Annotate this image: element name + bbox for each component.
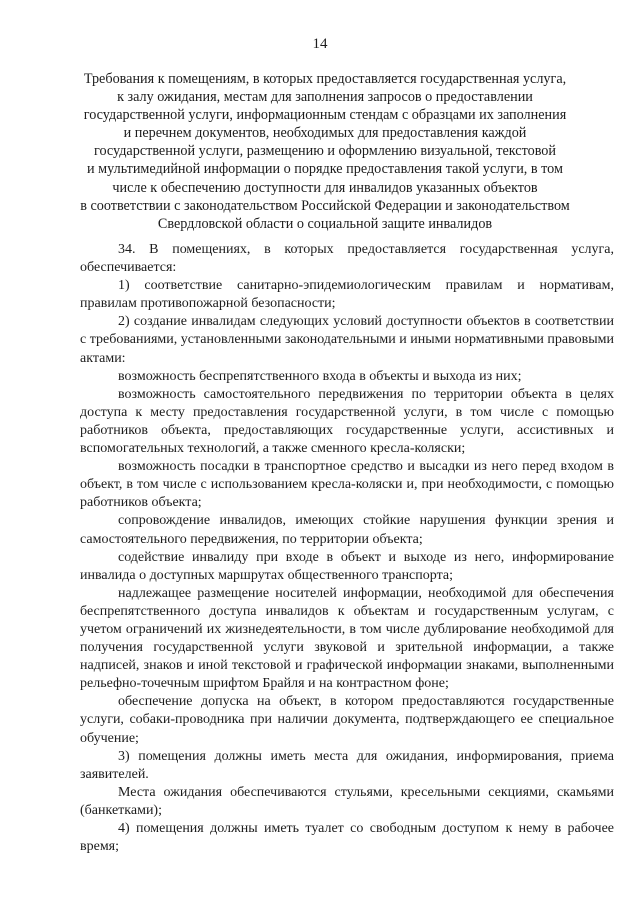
paragraph-entry-escort: сопровождение инвалидов, имеющих стойкие нарушения функции зрения и самостоятельного передвижения, по территории объекта; [80, 513, 614, 547]
heading-line: государственной услуги, информационным стендам с образцами их заполнения [83, 107, 567, 124]
heading-line: к залу ожидания, местам для заполнения запросов о предоставлении [117, 89, 533, 106]
paragraph-entry-access: возможность беспрепятственного входа в объекты и выхода из них; [118, 368, 522, 384]
heading-line: в соответствии с законодательством Российской Федерации и законодательством [80, 197, 570, 214]
paragraph-subitem-4: 4) помещения должны иметь туалет со свободным доступом к нему в рабочее время; [80, 821, 614, 855]
section-heading [70, 70, 580, 233]
heading-line: Свердловской области о социальной защите инвалидов [157, 215, 493, 232]
document-body [80, 241, 614, 856]
heading-line: числе к обеспечению доступности для инвалидов указанных объектов [112, 179, 538, 196]
page-number: 14 [312, 36, 328, 52]
paragraph-subitem-1: 1) соответствие санитарно-эпидемиологическим правилам и нормативам, правилам противопожарной безопасности; [80, 278, 614, 312]
heading-line: государственной услуги, размещению и оформлению визуальной, текстовой [93, 143, 556, 160]
paragraph-entry-transport: возможность посадки в транспортное средство и высадки из него перед входом в объект, в том числе с использованием кресла-коляски и, при необходимости, с помощью работников объекта; [80, 459, 614, 511]
paragraph-item-34: 34. В помещениях, в которых предоставляется государственная услуга, обеспечивается: [80, 242, 614, 276]
paragraph-entry-information: надлежащее размещение носителей информации, необходимой для обеспечения беспрепятственного доступа инвалидов к объектам и государственным услугам, с учетом ограничений их жизнедеятельности, в том числе дублирование необходимой для получения государственной услуги звуковой и зрительной информации, а также надписей, знаков и иной текстовой и графической информации знаками, выполненными рельефно-точечным шрифтом Брайля и на контрастном фоне; [80, 585, 614, 692]
paragraph-entry-assistance: содействие инвалиду при входе в объект и выходе из него, информирование инвалида о доступных маршрутах общественного транспорта; [80, 549, 614, 583]
heading-line: и мультимедийной информации о порядке предоставления такой услуги, в том [87, 161, 563, 178]
heading-line: и перечнем документов, необходимых для предоставления каждой [123, 125, 527, 142]
paragraph-subitem-3: 3) помещения должны иметь места для ожидания, информирования, приема заявителей. [80, 748, 614, 782]
heading-line: Требования к помещениям, в которых предоставляется государственная услуга, [83, 71, 567, 87]
paragraph-waiting-areas: Места ожидания обеспечиваются стульями, кресельными секциями, скамьями (банкетками); [80, 784, 614, 818]
paragraph-entry-movement: возможность самостоятельного передвижения по территории объекта в целях доступа к месту предоставления государственной услуги, в том числе с помощью работников объекта, предоставляющих государственные услуги, ассистивных и вспомогательных технологий, а также сменного кресла-коляски; [80, 386, 614, 457]
paragraph-subitem-2: 2) создание инвалидам следующих условий доступности объектов в соответствии с требованиями, установленными законодательными и иными нормативными правовыми актами: [80, 314, 614, 366]
paragraph-entry-guide-dog: обеспечение допуска на объект, в котором предоставляются государственные услуги, собаки-проводника при наличии документа, подтверждающего ее специальное обучение; [80, 694, 614, 746]
